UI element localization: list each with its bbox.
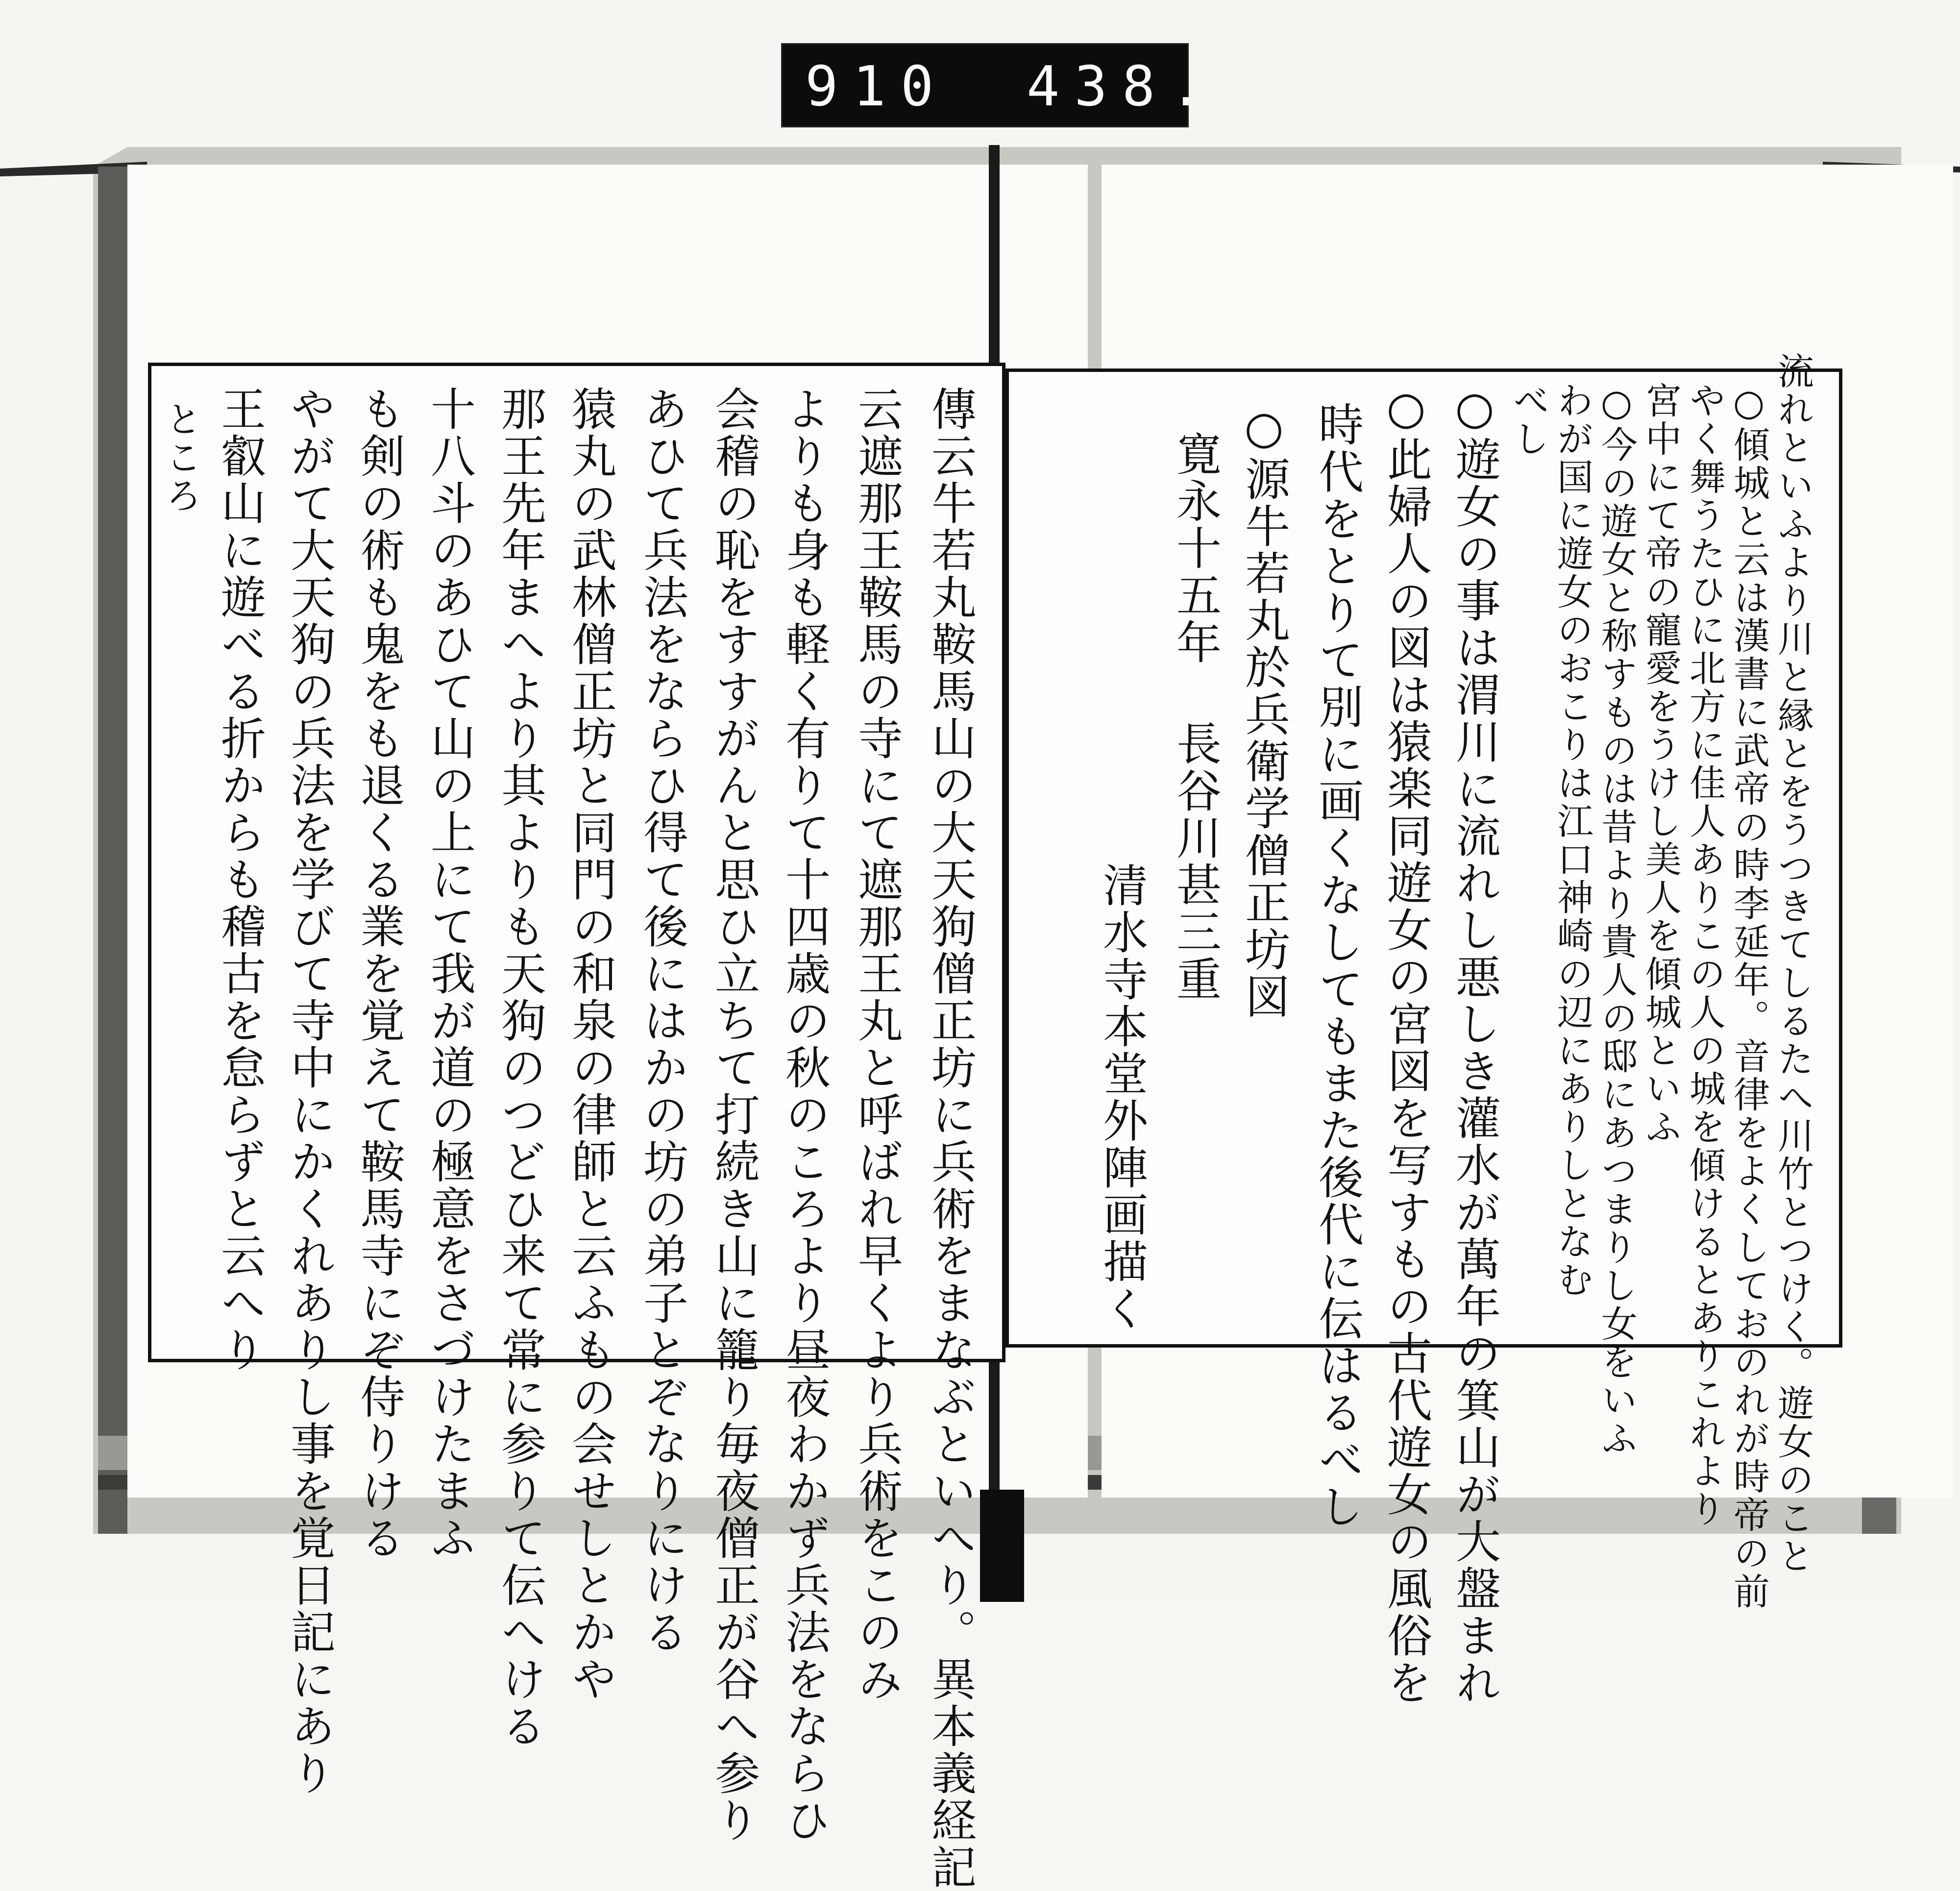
left-line-10: やがて大天狗の兵法を学びて寺中にかくれありし事を覚日記にあり	[283, 386, 336, 1797]
right-line-7: べし	[1507, 382, 1549, 458]
right-signature: 清水寺本堂外陣画描く	[1096, 862, 1148, 1332]
right-line-3: やく舞うたひに北方に佳人ありこの人の城を傾けるとありこれより	[1684, 382, 1726, 1528]
left-line-5: あひて兵法をならひ得て後にはかの坊の弟子とぞなりにける	[636, 386, 688, 1656]
right-line-1: 流れといふより川と縁とをうつきてしるたへ川竹とつけく。遊女のこと	[1772, 352, 1814, 1575]
right-line-10: 時代をとりて別に画くなしてもまた後代に伝はるべし	[1311, 401, 1364, 1530]
left-line-3: よりも身も軽く有りて十四歳の秋のころより昼夜わかず兵法をならひ	[778, 386, 831, 1844]
left-line-1: 傳云牛若丸鞍馬山の大天狗僧正坊に兵術をまなぶといへり。異本義経記	[924, 386, 977, 1891]
left-line-4: 会稽の恥をすすがんと思ひ立ちて打続き山に籠り毎夜僧正が谷へ参り	[708, 386, 760, 1844]
call-number-part-1: 910	[805, 55, 949, 119]
left-line-9: も剣の術も鬼をも退くる業を覚えて鞍馬寺にぞ侍りける	[353, 386, 405, 1562]
right-page-text-frame	[1005, 352, 1842, 1706]
call-number-part-2: 438.	[1027, 55, 1218, 119]
left-line-7: 那王先年まへより其よりも天狗のつどひ来て常に参りて伝へける	[494, 386, 546, 1750]
left-line-2: 云遮那王鞍馬の寺にて遮那王丸と呼ばれ早くより兵術をこのみ	[851, 386, 903, 1703]
right-line-12: 寛永十五年 長谷川甚三重	[1169, 431, 1222, 1003]
binding-strip	[980, 1490, 1024, 1602]
left-line-8: 十八斗のあひて山の上にて我が道の極意をさづけたまふ	[423, 386, 476, 1562]
right-line-11: ○源牛若丸於兵衛学僧正坊図	[1238, 401, 1290, 1020]
right-line-5: ○今の遊女と称すものは昔より貴人の邸にあつまりし女をいふ	[1595, 382, 1638, 1458]
left-line-12: ところ	[160, 400, 202, 515]
left-page-text-frame	[148, 363, 1005, 1891]
right-line-9: ○此婦人の図は猿楽同遊女の宮図を写すもの古代遊女の風俗を	[1380, 382, 1432, 1706]
left-line-11: 王叡山に遊べる折からも稽古を怠らずと云へり	[214, 386, 266, 1374]
left-line-6: 猿丸の武林僧正坊と同門の和泉の律師と云ふもの会せしとかや	[564, 386, 617, 1703]
right-line-8: ○遊女の事は渭川に流れし悪しき灌水が萬年の箕山が大盤まれ	[1448, 382, 1501, 1706]
shelf-call-number-label	[781, 43, 1218, 127]
right-line-6: わが国に遊女のおこりは江口神崎の辺にありしとなむ	[1551, 382, 1593, 1299]
right-line-2: ○傾城と云は漢書に武帝の時李延年。音律をよくしておのれが時帝の前	[1728, 382, 1770, 1611]
right-line-4: 宮中にて帝の寵愛をうけし美人を傾城といふ	[1640, 382, 1682, 1146]
